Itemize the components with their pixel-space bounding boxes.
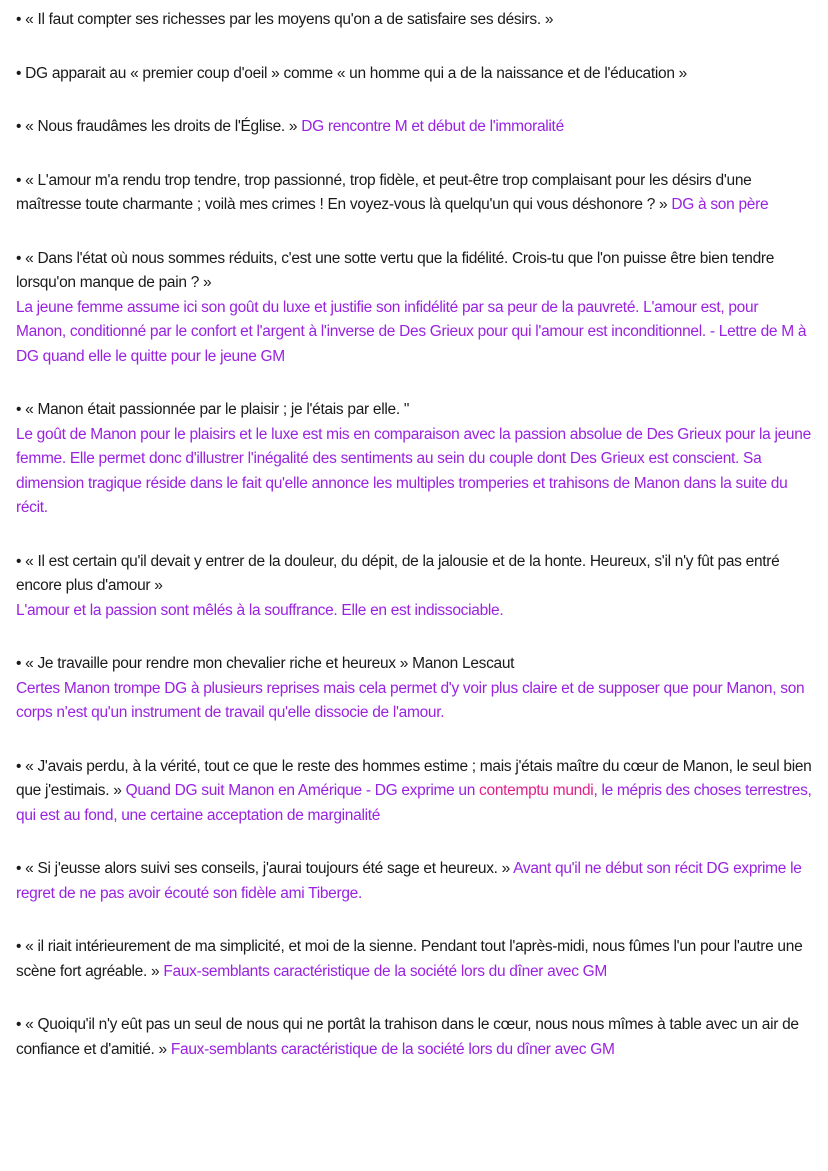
bullet: • — [16, 938, 22, 955]
note-text: Le goût de Manon pour le plaisirs et le luxe est mis en comparaison avec la passion absolue de Des Grieux pour la jeune femme. Elle permet donc d'illustrer l'inégalité des sentiments au sein du couple dont Des Grieux est conscient. Sa dimension tragique réside dans le fait qu'elle annonce les multiples tromperies et trahisons de Manon dans la suite du récit. — [16, 425, 811, 516]
note-text: Faux-semblants caractéristique de la société lors du dîner avec GM — [170, 1040, 615, 1058]
bullet: • — [16, 757, 22, 775]
quote-text: « Quoiqu'il n'y eût pas un seul de nous qui ne portât la trahison dans le cœur, nous nous mîmes à table avec un air de confiance et d'amitié. » — [16, 1016, 799, 1058]
quote-item — [16, 398, 812, 521]
bullet: • — [16, 655, 22, 672]
note-text: L'amour et la passion sont mêlés à la souffrance. Elle en est indissociable. — [16, 601, 504, 619]
bullet: • — [16, 171, 22, 189]
note-text: Avant qu'il ne début son récit DG exprime le regret de ne pas avoir écouté son fidèle ami Tiberge. — [16, 860, 802, 902]
note-text: DG rencontre M et début de l'immoralité — [301, 118, 564, 135]
quote-item — [16, 652, 812, 726]
bullet: • — [16, 401, 22, 418]
quote-text: « Il est certain qu'il devait y entrer de la douleur, du dépit, de la jalousie et de la honte. Heureux, s'il n'y fût pas entré encore plus d'amour » — [16, 552, 780, 594]
quote-text: « J'avais perdu, à la vérité, tout ce que le reste des hommes estime ; mais j'étais maître du cœur de Manon, le seul bien que j'estimais. » — [16, 757, 812, 799]
bullet: • — [16, 118, 22, 135]
quote-item — [16, 169, 812, 218]
quote-text: « Manon était passionnée par le plaisir ; je l'étais par elle. " — [25, 401, 410, 418]
quote-item — [16, 857, 812, 906]
quote-text: DG apparait au « premier coup d'oeil » comme « un homme qui a de la naissance et de l'éducation » — [25, 64, 687, 82]
note-text: Certes Manon trompe DG à plusieurs reprises mais cela permet d'y voir plus claire et de supposer que pour Manon, son corps n'est qu'un instrument de travail qu'elle dissocie de l'amour. — [16, 679, 805, 721]
quote-item — [16, 755, 812, 829]
quote-text: « Je travaille pour rendre mon chevalier riche et heureux » Manon Lescaut — [25, 655, 515, 672]
quote-item — [16, 550, 812, 624]
note-text: La jeune femme assume ici son goût du luxe et justifie son infidélité par sa peur de la pauvreté. L'amour est, pour Manon, conditionné par le confort et l'argent à l'inverse de Des Grieux pour qui l'amour est inconditionnel. - Lettre de M à DG quand elle le quitte pour le jeune GM — [16, 298, 807, 365]
quote-item — [16, 935, 812, 984]
quote-item — [16, 1013, 812, 1062]
quote-item — [16, 115, 812, 140]
quote-item — [16, 62, 812, 87]
quote-text: « Dans l'état où nous sommes réduits, c'est une sotte vertu que la fidélité. Crois-tu que l'on puisse être bien tendre lorsqu'on manque de pain ? » — [16, 249, 775, 291]
bullet: • — [16, 11, 22, 28]
note-text: , le mépris des choses terrestres, qui est au fond, une certaine acceptation de marginalité — [16, 782, 812, 824]
bullet: • — [16, 64, 22, 82]
quote-text: « il riait intérieurement de ma simplicité, et moi de la sienne. Pendant tout l'après-midi, nous fûmes l'un pour l'autre une scène fort agréable. » — [16, 938, 803, 980]
quote-text: « Si j'eusse alors suivi ses conseils, j'aurai toujours été sage et heureux. » — [25, 860, 510, 877]
highlight-term: contemptu mundi — [479, 782, 594, 799]
quote-item — [16, 247, 812, 370]
bullet: • — [16, 249, 22, 267]
note-text: DG à son père — [671, 196, 769, 213]
note-text: Faux-semblants caractéristique de la société lors du dîner avec GM — [163, 962, 608, 980]
quote-text: « Nous fraudâmes les droits de l'Église. » — [25, 118, 298, 135]
bullet: • — [16, 860, 22, 877]
bullet: • — [16, 552, 22, 570]
quote-text: « L'amour m'a rendu trop tendre, trop passionné, trop fidèle, et peut-être trop complaisant pour les désirs d'une maîtresse toute charmante ; voilà mes crimes ! En voyez-vous là quelqu'un qui vous déshonore ? » — [16, 171, 752, 213]
quote-text: « Il faut compter ses richesses par les moyens qu'on a de satisfaire ses désirs. » — [25, 11, 554, 28]
note-text: Quand DG suit Manon en Amérique - DG exprime un — [125, 782, 480, 799]
bullet: • — [16, 1016, 22, 1033]
quote-item — [16, 8, 812, 33]
